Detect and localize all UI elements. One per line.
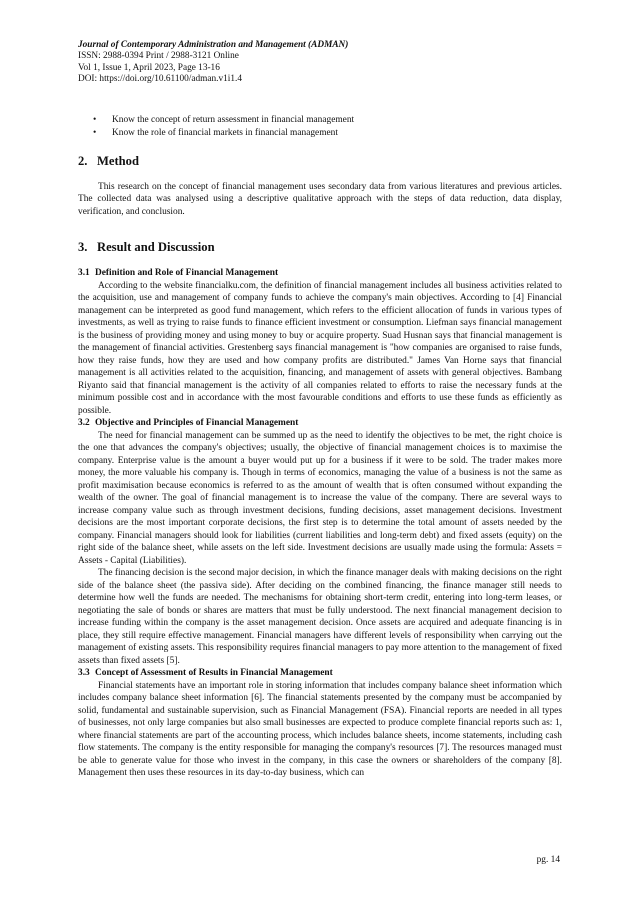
paragraph: The financing decision is the second major decision, in which the finance manager deals with making decisions on the right side of the balance sheet (the passiva side). After deciding on the combined financing, the finance manager still needs to determine how well the funds are needed. The mechanisms for obtaining short-term credit, entering into long-term leases, or negotiating the sale of bonds or shares are matters that must be fully understood. The next financial management decision to increase funding within the company is the asset management decision. Once assets are acquired and adequate financing is in place, they still require effective management. Financial managers have different levels of responsibility when carrying out the management of existing assets. This responsibility requires financial managers to pay more attention to the management of fixed assets than fixed assets [5]. [78,568,562,666]
subsection-number: 3.3 [78,668,90,679]
subsection-heading-3-1 [78,267,562,280]
issue-line: Vol 1, Issue 1, April 2023, Page 13-16 [78,62,220,73]
section-number: 2. [78,153,88,168]
method-paragraph: This research on the concept of financial management uses secondary data from various literatures and previous articles. The collected data was analysed using a descriptive qualitative approach with the steps of data reduction, data display, verification, and conclusion. [78,181,562,217]
subsection-title: Objective and Principles of Financial Management [95,418,299,429]
objectives-list [78,114,562,140]
issn-line: ISSN: 2988-0394 Print / 2988-3121 Online [78,51,239,62]
journal-title: Journal of Contemporary Administration and Management (ADMAN) [78,40,349,50]
list-item [78,114,562,127]
subsection-title: Definition and Role of Financial Management [95,268,279,279]
bullet-icon: • [93,127,97,138]
doi-line: DOI: https://doi.org/10.61100/adman.v1i1.4 [78,74,242,85]
subsection-title: Concept of Assessment of Results in Financial Management [95,668,333,679]
list-item-text: Know the role of financial markets in financial management [112,127,338,138]
section-title: Method [97,153,139,168]
section-heading-results [78,240,562,255]
paragraph: According to the website financialku.com, the definition of financial management includes all business activities related to the acquisition, use and management of company funds to achieve the company's main objectives. According to [4] Financial management can be interpreted as good fund management, which refers to the efficient allocation of funds in various types of investments, as well as trying to raise funds to finance efficient investment or consumption. Liefman says financial management is the business of providing money and using money to buy or acquire property. Suad Husnan says that financial management is the management of financial activities. Grestenberg says financial management is "how companies are organised to raise funds, how they raise funds, how they are used and how company profits are distributed." James Van Horne says that financial management is all activities related to the acquisition, financing, and management of assets with general objectives. Bambang Riyanto said that financial management is the activity of all companies related to efforts to raise the necessary funds at the minimum possible cost and in accordance with the most favourable conditions and efforts to use these funds as efficiently as possible. [78,280,562,416]
paragraph: The need for financial management can be summed up as the need to identify the objectives to be met, the right choice is the one that advances the company's objectives; usually, the objective of financial management choices is to maximise the company. Enterprise value is the amount a buyer would put up for a business if it were to be sold. The trader makes more money, the more valuable his company is. Though in terms of economics, managing the value of a business is not the same as profit maximisation because economics is referred to as the amount of wealth that is often consumed without expanding the wealth of the owner. The goal of financial management is to increase the value of the company. There are several ways to increase company value such as through investment decisions, funding decisions, asset management decisions. Investment decisions are the most important corporate decisions, the first step is to determine the total amount of assets needed by the company. Financial managers should look for liabilities (current liabilities and long-term debt) and fixed assets (equity) on the right side of the balance sheet, while assets on the left side. Investment decisions are usually made using the formula: Assets = Assets - Capital (Liabilities). [78,430,562,566]
subsection-number: 3.1 [78,268,90,279]
journal-header [78,40,562,86]
bullet-icon: • [93,114,97,125]
subsection-heading-3-2 [78,417,562,430]
section-number: 3. [78,240,88,255]
list-item [78,127,562,140]
section-title: Result and Discussion [97,240,215,255]
subsection-heading-3-3 [78,667,562,680]
page [78,40,562,780]
list-item-text: Know the concept of return assessment in financial management [112,114,355,125]
paragraph: Financial statements have an important role in storing information that includes company balance sheet information which includes company balance sheet information [6]. The financial statements presented by the company must be accompanied by solid, fundamental and sustainable supervision, such as Financial Management (FSA). Financial reports are needed in all types of businesses, not only large companies but also small businesses are expected to produce complete financial reports such as: 1, where financial statements are part of the accounting process, which includes balance sheets, income statements, including cash flow statements. The company is the entity responsible for managing the company's resources [7]. The resources managed must be able to generate value for those who invest in the company, in this case the owners or shareholders of the company [8]. Management then uses these resources in its day-to-day business, which can [78,680,562,779]
section-heading-method [78,154,562,169]
subsection-number: 3.2 [78,418,90,429]
page-number: pg. 14 [536,855,560,865]
